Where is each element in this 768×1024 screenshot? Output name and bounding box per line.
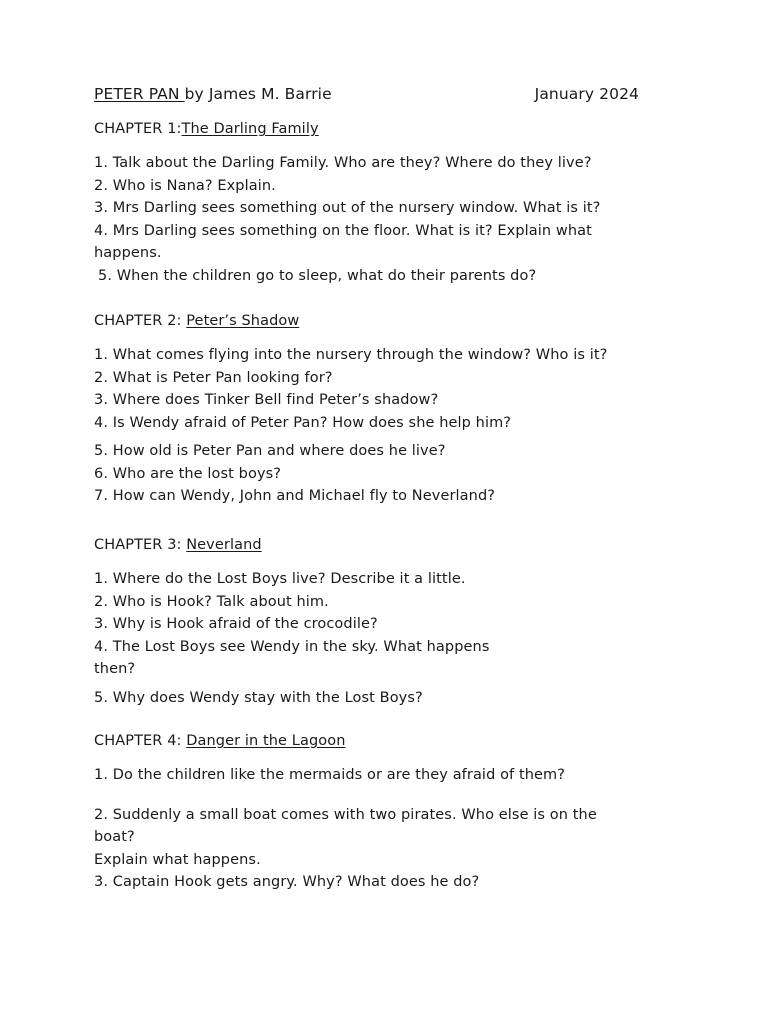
- chapter-3: [94, 534, 639, 709]
- question: 1. What comes flying into the nursery through the window? Who is it?: [94, 347, 608, 363]
- book-author: by James M. Barrie: [184, 85, 332, 103]
- chapter-2-name: Peter’s Shadow: [186, 313, 300, 329]
- question: 1. Talk about the Darling Family. Who are they? Where do they live?: [94, 155, 592, 171]
- chapter-4-label: CHAPTER 4:: [94, 733, 187, 749]
- chapter-3-name: Neverland: [186, 537, 262, 553]
- chapter-1-title: [94, 118, 639, 140]
- chapter-1-label: CHAPTER 1:: [94, 121, 182, 137]
- question: 3. Captain Hook gets angry. Why? What does he do?: [94, 874, 480, 890]
- question: 1. Do the children like the mermaids or are they afraid of them?: [94, 767, 566, 783]
- question: 3. Why is Hook afraid of the crocodile?: [94, 616, 378, 632]
- question: 1. Where do the Lost Boys live? Describe it a little.: [94, 571, 466, 587]
- question: 2. What is Peter Pan looking for?: [94, 369, 333, 386]
- question: 5. Why does Wendy stay with the Lost Boys?: [94, 689, 423, 706]
- document-date: January 2024: [534, 85, 639, 103]
- question: 2. Who is Nana? Explain.: [94, 177, 276, 194]
- chapter-2-label: CHAPTER 2:: [94, 313, 187, 329]
- book-title: PETER PAN: [94, 85, 185, 103]
- chapter-4-name: Danger in the Lagoon: [186, 733, 346, 749]
- question: 2. Who is Hook? Talk about him.: [94, 593, 329, 610]
- title-line: [94, 82, 332, 106]
- question: 6. Who are the lost boys?: [94, 465, 282, 482]
- worksheet-page: [94, 82, 639, 890]
- question: 2. Suddenly a small boat comes with two pirates. Who else is on the boat?: [94, 806, 597, 845]
- question: 4. The Lost Boys see Wendy in the sky. What happens: [94, 638, 490, 655]
- chapter-3-title: [94, 534, 639, 556]
- chapter-4: [94, 730, 639, 894]
- question-continuation: happens.: [94, 245, 162, 261]
- chapter-3-label: CHAPTER 3:: [94, 537, 187, 553]
- question: 7. How can Wendy, John and Michael fly to Neverland?: [94, 488, 496, 504]
- question-continuation: then?: [94, 661, 136, 677]
- chapter-4-title: [94, 730, 639, 752]
- chapter-2-title: [94, 310, 639, 332]
- chapter-2: [94, 310, 639, 508]
- document-header: [94, 82, 639, 106]
- question: 4. Is Wendy afraid of Peter Pan? How does she help him?: [94, 414, 512, 431]
- question: 3. Where does Tinker Bell find Peter’s shadow?: [94, 392, 439, 408]
- question: 4. Mrs Darling sees something on the floor. What is it? Explain what: [94, 222, 592, 239]
- question-continuation: Explain what happens.: [94, 851, 261, 868]
- question: 5. When the children go to sleep, what do their parents do?: [98, 267, 537, 284]
- chapter-1: [94, 118, 639, 287]
- chapter-1-name: The Darling Family: [181, 121, 319, 137]
- question: 5. How old is Peter Pan and where does he live?: [94, 443, 446, 459]
- question: 3. Mrs Darling sees something out of the nursery window. What is it?: [94, 200, 601, 216]
